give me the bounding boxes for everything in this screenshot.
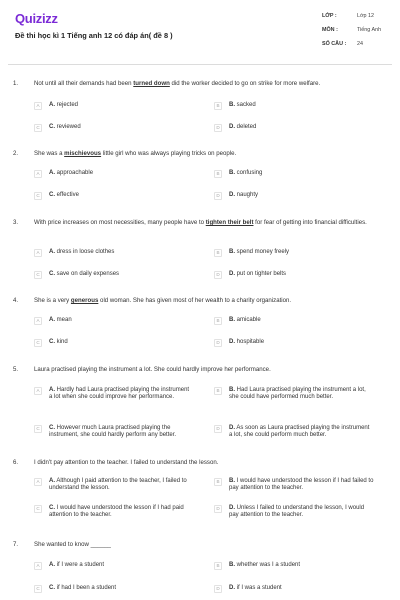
option-text [229, 425, 374, 440]
answer-option-a[interactable] [34, 249, 194, 257]
question-number: 5. [13, 366, 19, 373]
answer-option-b[interactable] [214, 387, 374, 402]
option-label: A. [49, 170, 55, 176]
option-letter-box: C [34, 339, 42, 347]
option-letter-box: D [214, 339, 222, 347]
option-label: D. [229, 339, 235, 345]
option-text [229, 192, 374, 199]
question-text [34, 80, 389, 88]
option-letter-box: B [214, 387, 222, 395]
answer-option-c[interactable] [34, 425, 194, 440]
option-text [49, 170, 194, 177]
question-text [34, 297, 389, 305]
question-number: 2. [13, 150, 19, 157]
answer-option-a[interactable] [34, 317, 194, 325]
option-answer: Although I paid attention to the teacher, I failed to understand the lesson. [49, 478, 187, 492]
answer-option-d[interactable] [214, 585, 374, 593]
option-answer: naughty [236, 192, 259, 198]
document-title: Đề thi học kì 1 Tiếng anh 12 có đáp án( đề 8 ) [15, 31, 173, 40]
option-letter-box: D [214, 505, 222, 513]
option-text [229, 102, 374, 109]
answer-option-c[interactable] [34, 271, 194, 279]
meta-key: MÔN : [322, 27, 338, 33]
option-answer: I would have understood the lesson if I had paid attention to the teacher. [49, 505, 184, 519]
option-label: D. [229, 124, 235, 130]
question-number: 7. [13, 541, 19, 548]
option-label: A. [49, 249, 55, 255]
option-letter-box: C [34, 585, 42, 593]
meta-value: 24 [357, 41, 363, 47]
option-label: A. [49, 317, 55, 323]
option-label: C. [49, 339, 55, 345]
option-answer: I would have understood the lesson if I had failed to pay attention to the teacher. [229, 478, 374, 492]
option-letter-box: A [34, 478, 42, 486]
option-text [49, 425, 194, 440]
question-text-pre: She was a [34, 150, 65, 157]
question-text [34, 366, 389, 374]
question-keyword: tighten their belt [205, 219, 254, 226]
option-text [229, 339, 374, 346]
option-letter-box: A [34, 249, 42, 257]
option-label: D. [229, 271, 235, 277]
option-letter-box: B [214, 102, 222, 110]
answer-option-a[interactable] [34, 478, 194, 493]
option-answer: if I was a student [236, 585, 282, 591]
answer-option-b[interactable] [214, 562, 374, 570]
question-text [34, 459, 389, 467]
answer-option-d[interactable] [214, 271, 374, 279]
option-answer: However much Laura practised playing the instrument, she could hardly perform any better. [49, 425, 177, 439]
meta-value: Lớp 12 [357, 13, 375, 19]
option-answer: dress in loose clothes [56, 249, 115, 255]
option-answer: hospitable [236, 339, 265, 345]
answer-option-d[interactable] [214, 339, 374, 347]
option-label: D. [229, 585, 235, 591]
option-letter-box: D [214, 124, 222, 132]
option-label: B. [229, 478, 235, 484]
option-answer: spend money freely [236, 249, 290, 255]
option-letter-box: C [34, 192, 42, 200]
option-label: C. [49, 124, 55, 130]
option-letter-box: D [214, 271, 222, 279]
option-label: C. [49, 585, 55, 591]
option-label: D. [229, 505, 235, 511]
question-text-pre: I didn't pay attention to the teacher. I failed to understand the lesson. [34, 459, 219, 466]
option-letter-box: D [214, 192, 222, 200]
option-letter-box: C [34, 505, 42, 513]
option-letter-box: D [214, 585, 222, 593]
option-answer: amicable [236, 317, 261, 323]
option-text [49, 102, 194, 109]
option-text [49, 339, 194, 346]
option-answer: if I were a student [56, 562, 105, 568]
option-answer: mean [56, 317, 72, 323]
question-text-pre: She wanted to know ______ [34, 541, 111, 548]
answer-option-d[interactable] [214, 192, 374, 200]
option-label: B. [229, 249, 235, 255]
option-text [229, 585, 374, 592]
question-text-post: old woman. She has given most of her wealth to a charity organization. [98, 297, 292, 304]
answer-option-b[interactable] [214, 478, 374, 493]
option-label: B. [229, 317, 235, 323]
question-text-post: for fear of getting into financial difficulties. [253, 219, 367, 226]
option-letter-box: B [214, 317, 222, 325]
option-answer: whether was I a student [236, 562, 301, 568]
question-keyword: mischievous [64, 150, 102, 157]
option-label: C. [49, 425, 55, 431]
option-label: D. [229, 192, 235, 198]
option-answer: save on daily expenses [56, 271, 120, 277]
option-text [229, 478, 374, 493]
option-answer: put on tighter belts [236, 271, 287, 277]
option-label: A. [49, 562, 55, 568]
option-text [49, 249, 194, 256]
option-text [49, 387, 194, 402]
option-letter-box: A [34, 170, 42, 178]
option-text [49, 317, 194, 324]
meta-value: Tiếng Anh [357, 27, 382, 33]
option-label: A. [49, 387, 55, 393]
option-label: B. [229, 562, 235, 568]
option-answer: confusing [236, 170, 263, 176]
option-letter-box: C [34, 271, 42, 279]
option-text [229, 505, 374, 520]
option-text [49, 124, 194, 131]
option-letter-box: A [34, 387, 42, 395]
answer-option-c[interactable] [34, 124, 194, 132]
option-label: C. [49, 271, 55, 277]
question-number: 3. [13, 219, 19, 226]
answer-option-c[interactable] [34, 505, 194, 520]
option-answer: if had I been a student [56, 585, 117, 591]
option-text [49, 505, 194, 520]
option-letter-box: A [34, 562, 42, 570]
question-text-post: little girl who was always playing tricks on people. [101, 150, 237, 157]
option-text [49, 585, 194, 592]
answer-option-a[interactable] [34, 102, 194, 110]
answer-option-b[interactable] [214, 317, 374, 325]
answer-option-c[interactable] [34, 339, 194, 347]
option-label: A. [49, 102, 55, 108]
question-text [34, 541, 389, 549]
question-number: 6. [13, 459, 19, 466]
option-answer: rejected [56, 102, 79, 108]
answer-option-a[interactable] [34, 387, 194, 402]
option-text [229, 249, 374, 256]
option-text [49, 192, 194, 199]
answer-option-d[interactable] [214, 425, 374, 440]
option-text [229, 124, 374, 131]
question-text [34, 219, 389, 227]
option-answer: approachable [56, 170, 94, 176]
question-keyword: turned down [133, 80, 170, 87]
option-answer: kind [56, 339, 68, 345]
option-answer: Hardly had Laura practised playing the instrument a lot when she could improve her performance. [49, 387, 190, 401]
option-text [49, 478, 194, 493]
option-letter-box: B [214, 170, 222, 178]
answer-option-b[interactable] [214, 170, 374, 178]
option-answer: Unless I failed to understand the lesson, I would pay attention to the teacher. [229, 505, 365, 519]
answer-option-c[interactable] [34, 192, 194, 200]
answer-option-d[interactable] [214, 124, 374, 132]
answer-option-a[interactable] [34, 562, 194, 570]
option-text [49, 562, 194, 569]
question-text-post: did the worker decided to go on strike for more welfare. [169, 80, 321, 87]
quizizz-logo: Quizizz [15, 11, 58, 26]
option-letter-box: B [214, 562, 222, 570]
option-text [229, 387, 374, 402]
question-text [34, 150, 389, 158]
option-label: C. [49, 192, 55, 198]
answer-option-d[interactable] [214, 505, 374, 520]
option-text [229, 170, 374, 177]
option-letter-box: C [34, 425, 42, 433]
option-answer: reviewed [56, 124, 81, 130]
option-text [229, 271, 374, 278]
question-text-pre: She is a very [34, 297, 71, 304]
meta-key: SỐ CÂU : [322, 41, 347, 47]
option-label: D. [229, 425, 235, 431]
option-label: B. [229, 170, 235, 176]
question-text-pre: Not until all their demands had been [34, 80, 134, 87]
question-keyword: generous [70, 297, 99, 304]
option-label: C. [49, 505, 55, 511]
option-answer: As soon as Laura practised playing the instrument a lot, she could perform much better. [229, 425, 370, 439]
answer-option-b[interactable] [214, 249, 374, 257]
option-label: B. [229, 102, 235, 108]
option-text [229, 562, 374, 569]
option-letter-box: B [214, 478, 222, 486]
option-answer: sacked [236, 102, 256, 108]
option-label: B. [229, 387, 235, 393]
question-text-pre: Laura practised playing the instrument a lot. She could hardly improve her performance. [34, 366, 271, 373]
option-answer: effective [56, 192, 79, 198]
option-text [49, 271, 194, 278]
question-number: 1. [13, 80, 19, 87]
option-label: A. [49, 478, 55, 484]
meta-key: LỚP : [322, 13, 337, 19]
option-letter-box: A [34, 317, 42, 325]
option-letter-box: D [214, 425, 222, 433]
option-letter-box: C [34, 124, 42, 132]
answer-option-c[interactable] [34, 585, 194, 593]
option-text [229, 317, 374, 324]
answer-option-a[interactable] [34, 170, 194, 178]
option-letter-box: A [34, 102, 42, 110]
option-letter-box: B [214, 249, 222, 257]
question-text-pre: With price increases on most necessities, many people have to [34, 219, 206, 226]
question-number: 4. [13, 297, 19, 304]
option-answer: deleted [236, 124, 257, 130]
answer-option-b[interactable] [214, 102, 374, 110]
option-answer: Had Laura practised playing the instrument a lot, she could have performed much better. [229, 387, 366, 401]
